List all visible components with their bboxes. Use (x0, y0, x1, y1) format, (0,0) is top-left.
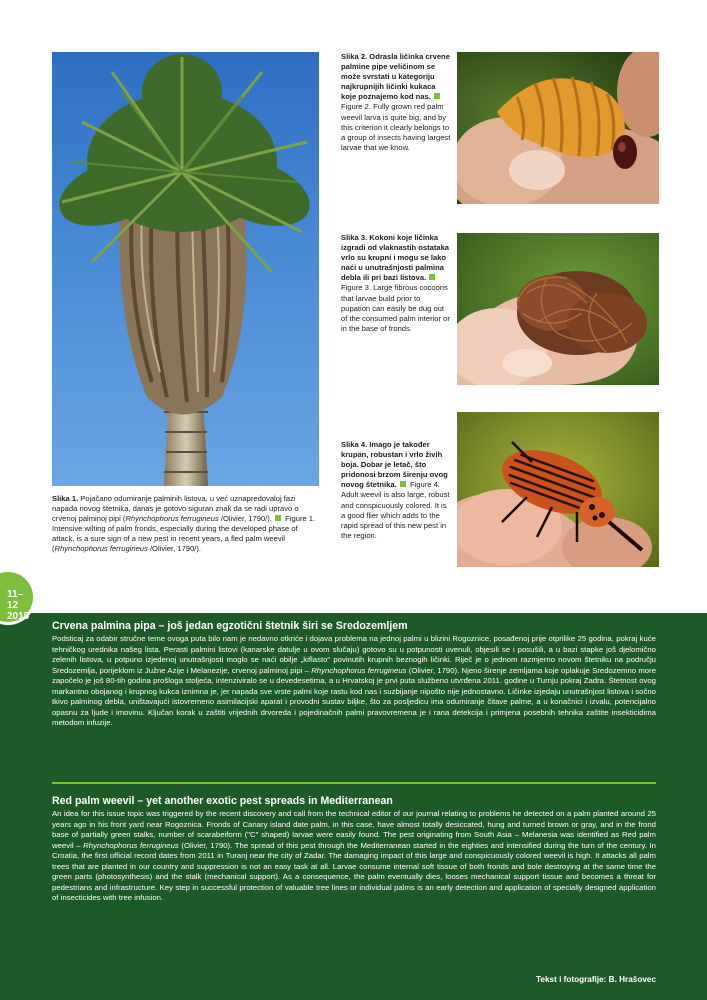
article-body-en (52, 809, 656, 904)
figure-4-text-en: Figure 4. Adult weevil is also large, robust and conspicuously colored. It is a good flier which adds to the rapid spread of this new pest in the region. (341, 480, 450, 540)
figure-1-species-hr: Rhynchophorus ferrugineus (125, 514, 219, 524)
figure-3-text-hr: Kokoni koje ličinka izgradi od vlaknastih ostataka vrlo su krupni i mogu se lako naći u unutrašnjosti palmina debla ili pri bazi listova. (341, 233, 450, 283)
article-title-hr: Crvena palmina pipa – još jedan egzotični štetnik širi se Sredozemljem (52, 620, 408, 632)
figure-1-text-en: Figure 1. Intensive wilting of palm fronds, especially during the developed phase of attack, is a sure sign of a new pest in recent years, a fled palm weevil ( (52, 514, 316, 554)
issue-year: 2015 (7, 611, 30, 622)
figure-1-label: Slika 1. (52, 494, 79, 503)
figure-3-caption (341, 233, 451, 334)
figure-1-species-en: Rhynchophorus ferrugineus (54, 544, 148, 554)
article-body-en-part2: (Olivier, 1790). The spread of this pest through the Mediterranean started in the eighties and intensified during the turn of the century. In Croatia, the first official record dates from 2011 in Turanj near the city of Zadar. The damaging impact of this large and conspicuously colored weevil is high. It attacks all palm trees that are planted in our country and suppression is not an easy task at all. Larvae consume internal soft tissue of both fronds and bole destroying at the same time the green parts (photosynthesis) and the stalk (mechanical support). As a consequence, the palm eventually dies, looses mechanical support tissue and becomes a threat for pedestrians and infrastructure. Key step in successful protection of valuable tree lines or individual palms is an early detection and application of specially designed application of insecticides with tree infusion. (52, 840, 656, 903)
figure-2-text-en: Figure 2. Fully grown red palm weevil larva is quite big, and by this criterion it clearly belongs to a group of insects having largest larvae that we know. (341, 102, 451, 152)
figure-3-label: Slika 3. (341, 233, 368, 242)
weevil-photo (457, 412, 659, 567)
figure-2-caption (341, 52, 451, 153)
author-credit: Tekst i fotografije: B. Hrašovec (536, 975, 656, 984)
figure-1-caption (52, 494, 322, 555)
figure-1-text-hr: Pojačano odumiranje palminih listova, u već uznapredovaloj fazi napada novog štetnika, danas je gotovo siguran znak da se radi upravo o crvenoj palminoj pipi ( (52, 494, 299, 524)
figure-1-text-en-end: /Olivier, 1790/). (147, 544, 202, 554)
figure-4-label: Slika 4. (341, 440, 368, 449)
square-bullet-icon (434, 93, 440, 99)
palm-tree-photo (52, 52, 319, 486)
article-body-en-part1: An idea for this issue topic was triggered by the recent discovery and call from the technical editor of our journal relating to problems he detected on a palm planted around 25 years ago in his front yard near Rogoznica. Fronds of Canary island date palm, in this case, have almost totally desiccated, hung and turned brown or gray, and in the frond base of partially green stalks, number of scarabeiform ("C" shaped) larvae were easily found. The pest originating from South Asia – Melanesia was identified as Red palm weevil – (52, 809, 656, 850)
article-body-hr-part2: (Olivier, 1790). Njeno širenje zemljama koje oplakuje Sredozemno more započelo je još 80-tih godina prošloga stoljeća, intenziviralo se u devedesetima, a u Hrvatskoj je prvi puta službeno utvrđena 2011. godine u Turnju pokraj Zadra. Štetnost ovog markantno obojanog i krupnog kukca iznimna je, jer napada sve vrste palmi koje rastu kod nas i suzbijanje nipošto nije jednostavno. Ličinke izjedaju unutrašnjost listova i sočno tkivo palminog debla, uništavajući istovremeno asimilacijski aparat i provodni sustav biljke, što za posljedicu ima odumiranje čitave palme, a u konačnici i izvalu, potencijalno opasnu za ljude i imovinu. Ključan korak u zaštiti vrijednih drvoreda i pojedinačnih palmi pravovremena je i rana detekcija i primjena posebnih tehnika zaštite insekticidima metodom infuzije. (52, 665, 657, 728)
article-body-hr-part1: Podsticaj za odabir stručne teme ovoga puta bilo nam je nedavno otkriće i dojava problema na jednoj palmi u blizini Rogoznice, posađenoj prije otprilike 25 godina, pokraj kuće tehničkog urednika našeg lista. Perasti palmini listovi (kanarske datulje u ovom slučaju) gotovo su u potpunosti uvenuli, objesili se i posušili, a u bazi stapke još djelomično zelenih listova, u potpuno izjedenoj unutrašnjosti moglo se naći obilje „kiflasto" povinutih krupnih beznogih ličinki. Riječ je o jednom razmjerno novom štetniku na području Sredozemlja, porijeklom iz Južne Azije i Melanezije, crvenoj palminoj pipi – (52, 634, 656, 675)
section-divider (52, 782, 656, 784)
figure-2-label: Slika 2. (341, 52, 368, 61)
larva-photo (457, 52, 659, 204)
article-title-en: Red palm weevil – yet another exotic pest spreads in Mediterranean (52, 795, 393, 807)
page-number: 11–12 (7, 589, 24, 611)
cocoons-photo (457, 233, 659, 385)
figure-1-text-hr-end: /Olivier, 1790/). (218, 514, 272, 524)
figure-4-caption (341, 440, 451, 541)
square-bullet-icon (400, 481, 406, 487)
page-number-badge (0, 569, 36, 625)
article-body-hr (52, 634, 656, 729)
square-bullet-icon (275, 515, 281, 521)
square-bullet-icon (429, 274, 435, 280)
figure-3-text-en: Figure 3. Large fibrous cocoons that larvae build prior to pupation can easily be dug out of the consumed palm interior or in the base of fronds. (341, 283, 450, 333)
figure-4-text-hr: Imago je također krupan, robustan i vrlo živih boja. Dobar je letač, što pridonosi brzom širenju ovog novog štetnika. (341, 440, 448, 490)
article-species-en: Rhynchophorus ferrugineus (83, 840, 179, 850)
figure-2-text-hr: Odrasla ličinka crvene palmine pipe veličinom se može svrstati u kategoriju najkrupnijih ličinki kukaca koje poznajemo kod nas. (341, 52, 450, 102)
article-species-hr: Rhynchophorus ferrugineus (311, 665, 407, 675)
